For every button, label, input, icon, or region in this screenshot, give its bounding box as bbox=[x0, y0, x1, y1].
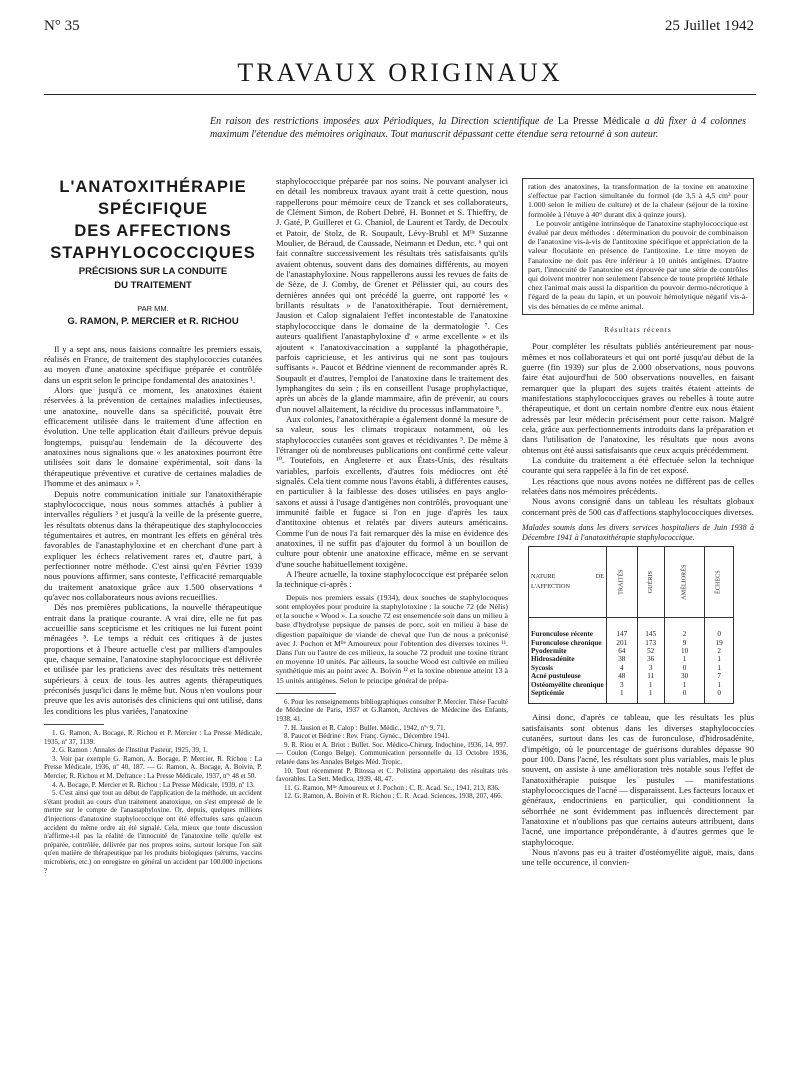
body-paragraph: staphylococcique préparée par nos soins. Ne pouvant analyser ici en détail les nombreux travaux ayant trait à cette question, nous rappellerons pour mémoire ceux de Tzanck et ses collaborateurs, de Clément Simon, de Robert Debré, H. Bonnet et S. Thieffry, de J. Gaté, P. Guilleret et G. Chaniol, de Laurent et Tardy, de Decoulx et Patoir, de Stolz, de R. Soupault, Lévy-Bruhl et Mˡˡᵉ Suzanne Moulier, de Béraud, de Caussade, Neimann et Dedun, etc. ⁶ qui ont fait connaître successivement les résultats très satisfaisants qu'ils avaient obtenus, souvent dans des domaines différents, au moyen de l'anastaphyloxine. Nous rappellerons aussi les revues de faits de de Sèze, de J. Comby, de Grenet et Pélissier qui, au cours des dernières années qui ont précédé la guerre, ont rapporté les « brillants résultats » de l'anatoxithérapie. Tout dernièrement, Jausion et Calop signalaient l'effet incontestable de l'anatoxine staphylococcique dans le domaine de la dermatologie ⁷. Ces auteurs qualifient l'anastaphyloxine d' « arme excellente » et ils ajoutent « l'anatoxivaccination a supplanté la phagothérapie, parfois capricieuse, et les antivirus qui ne sont pas toujours suffisants ». Paucot et Bédrine viennent de recommander après R. Soupault et d'autres, l'emploi de l'anatoxine dans le traitement des lymphangites du sein ; ils en conseillent l'usage prophylactique, après un abcès de la glande mammaire, afin de prévenir, au cours d'un nouvel allaitement, la récidive du processus inflammatoire ⁸. bbox=[276, 176, 508, 414]
body-paragraph: Alors que jusqu'à ce moment, les anatoxines étaient réservées à la prévention de certaines maladies infectieuses, une anatoxine, nouvelle dans sa spécificité, pouvait être efficacement utilisée dans le traitement d'une affection en évolution. Une telle application était d'ailleurs prévue depuis longtemps, puisqu'au lendemain de la découverte des anatoxines nous signalions que « les anatoxines pourront être utilisées soit dans le domaine expérimental, soit dans la thérapeutique préventive et curative de certaines maladies de l'homme et des animaux » ². bbox=[44, 385, 262, 489]
footnote-rule bbox=[276, 693, 336, 694]
footnote: 7. H. Jausion et R. Calop : Bullet. Médic., 1942, nºˢ 9, 71. bbox=[284, 723, 446, 732]
footnote: 12. G. Ramon, A. Boivin et R. Richou : C. R. Acad. Sciences, 1938, 207, 466. bbox=[284, 792, 503, 801]
table-row: Hidrosadénite 38 36 1 1 bbox=[529, 655, 734, 663]
body-paragraph: Les réactions que nous avons notées ne diffèrent pas de celles relatées dans nos mémoires précédents. bbox=[522, 475, 754, 496]
table-row: Ostéomyélite chronique 3 1 1 1 bbox=[529, 681, 734, 689]
notice-journal-name: La Presse Médicale bbox=[557, 116, 641, 127]
article-title-line: L'ANATOXITHÉRAPIE bbox=[59, 178, 247, 196]
table-row: Furonculose récente 147 145 2 0 bbox=[529, 630, 734, 638]
boxed-technique bbox=[522, 178, 754, 315]
footnotes bbox=[276, 698, 508, 801]
body-paragraph: Ainsi donc, d'après ce tableau, que les résultats les plus satisfaisants sont obtenus dans les diverses staphylococcies cutanées, surtout dans les cas de furonculose, d'hidrosadénite, d'impétigo, où le pourcentage de guérisons durables dépasse 90 pour 100. Dans l'acné, les résultats sont plus variables, mais le plus souvent, on assiste à une amélioration très notable sous l'effet de l'anatoxithérapie puisque les pustules — manifestations staphylococciques de l'acné — disparaissent. Les facteurs locaux et généraux, endocriniens en particulier, qui conditionnent la séborrhée ne sont évidemment pas influencés directement par l'anatoxine et n'oublions pas que certains auteurs attribuent, dans l'acné, une importance prépondérante, à d'autres germes que le staphylocoque. bbox=[522, 712, 754, 847]
footnote: 5. C'est ainsi que tout au début de l'application de la méthode, un accident s'étant produit au cours d'un traitement anatoxique, on s'est empressé de le mettre sur le compte de l'anastaphyloxine. Or, depuis, quelques millions d'injections d'anatoxine staphylococcique ont été effectuées sans qu'aucun accident du même ordre ait été signalé. Cela, mieux que toute discussion n'affirme-t-il pas la réalité de l'innocuité de l'anatoxine telle qu'elle est préparée, contrôlée, délivrée par nos propres soins, surtout lorsque l'on sait qu'en matière de thérapeutique par les produits biologiques (sérums, vaccins microbiens, etc.) on enregistre en général un accident par 100.000 injections ? bbox=[44, 789, 262, 875]
article-authors: G. RAMON, P. MERCIER et R. RICHOU bbox=[67, 316, 239, 328]
issue-number: N° 35 bbox=[44, 18, 80, 34]
small-paragraph: Depuis nos premiers essais (1934), deux souches de staphylocoques sont employées pour produire la staphylotoxine : la souche 72 (de Nélis) et la souche « Wood ». La souche 72 est ensemencée soit dans un milieu à base d'hydrolyse pepsique de panses de porc, soit en milieu à base de digestion papaïnique de viande de cheval que l'un de nous a préconisé avec J. Pochon et Mˡˡᵉ Amoureux pour l'obtention des diverses toxines ¹¹. Dans l'un ou l'autre de ces milieux, la souche 72 produit une toxine titrant en moyenne 10 unités. Par ailleurs, la souche Wood est cultivée en milieu synthétique mis au point avec A. Boivin ¹² et la toxine obtenue atteint 13 à 15 unités antigènes. Selon le principe général de prépa- bbox=[276, 592, 508, 685]
table-header-row bbox=[529, 547, 734, 618]
body-paragraph: Dès nos premières publications, la nouvelle thérapeutique entrait dans la pratique courante. A vrai dire, elle ne fut pas accueillie sans scepticisme et les critiques ne lui furent point ménagées ⁵. Le temps a réduit ces critiques à de justes proportions et à l'heure actuelle c'est par milliers d'ampoules que, chaque semaine, l'anatoxine staphylococcique est délivrée et utilisée par les praticiens avec des résultats très nettement supérieurs à ceux de tous les autres agents thérapeutiques préconisés jusqu'ici dans le même but. Nous n'en voulons pour preuve que les avis autorisés des cliniciens qui ont utilisé, dans les conditions les plus variées, l'anatoxine bbox=[44, 602, 262, 716]
article-subtitle-line: PRÉCISIONS SUR LA CONDUITE bbox=[78, 266, 228, 277]
small-paragraph: ration des anatoxines, la transformation de la toxine en anatoxine s'effectue par l'action simultanée du formol (de 3,5 à 4,5 cm³ pour 1.000 selon le milieu de culture) et de la chaleur (séjour de la toxine formolée à l'étuve à 40° durant dix à quinze jours). bbox=[528, 182, 748, 219]
table-header: AMÉLIORÉS bbox=[664, 547, 704, 618]
by-line-prefix: PAR MM. bbox=[137, 304, 169, 313]
table-row: Acné pustuleuse 48 11 30 7 bbox=[529, 672, 734, 680]
technique-text bbox=[276, 593, 508, 685]
table-spacer bbox=[529, 618, 734, 631]
body-paragraph: Aux colonies, l'anatoxithérapie a également donné la mesure de sa valeur, sous les climats tropicaux notamment, où les staphylococcies cutanées sont graves et récidivantes ⁹. De même à l'étranger où de nombreuses publications ont confirmé cette valeur ¹⁰. Toutefois, en Angleterre et aux États-Unis, des résultats variables, parfois excellents, d'autres fois médiocres ont été signalés. Cela tient comme nous l'avons établi, à différentes causes, en particulier à la faiblesse des doses utilisées en pays anglo-saxons et aussi à l'usage d'antigènes non contrôlés, provoquant une immunité faible et fugace si l'on en juge d'après les taux d'antitoxine obtenus et relatés par divers auteurs américains. Comme l'un de nous l'a fait remarquer dès la mise en évidence des anatoxines, il ne suffit pas d'ajouter du formol à un bouillon de culture pour obtenir une anatoxine efficace, même en se servant d'une souche habituellement toxigène. bbox=[276, 413, 508, 569]
body-paragraph: La conduite du traitement a été effectuée selon la technique courante qui sera rappelée à la fin de cet exposé. bbox=[522, 454, 754, 476]
table-header: TRAITÉS bbox=[607, 547, 637, 618]
footnote: 6. Pour les renseignements bibliographiques consulter P. Mercier. Thèse Faculté de Médecine de Paris, 1937 et G.Ramon, Archives de Médecine des Enfants, 1938, 41. bbox=[276, 697, 508, 723]
notice-part-a: En raison des restrictions imposées aux Périodiques, la Direction scientifique de bbox=[210, 116, 558, 127]
column-3 bbox=[522, 176, 754, 868]
column-2 bbox=[276, 176, 508, 801]
table-row: Septicémie 1 1 0 0 bbox=[529, 689, 734, 704]
header-rule bbox=[44, 94, 756, 95]
article-title-line: SPÉCIFIQUE bbox=[98, 200, 208, 218]
footnote: 11. G. Ramon, Mˡˡᵉ Amoureux et J. Pochon : C. R. Acad. Sc., 1941, 213, 836. bbox=[284, 783, 500, 792]
footnote: 10. Tout récemment P. Ritossa et C. Polistina apportaient des résultats très favorables. La Sett. Medica, 1939, 48, 47. bbox=[276, 766, 508, 784]
body-paragraph: Pour compléter les résultats publiés antérieurement par nous-mêmes et nos collaborateurs et qui ont porté jusqu'au début de la guerre (fin 1939) sur plus de 2.000 observations, nous pouvons faire état aujourd'hui de 500 observations nouvelles, en faisant remarquer que la plupart des sujets traités étaient atteints de manifestations staphylococciques graves ou rebelles à toute autre thérapeutique, et dont un certain nombre d'entre eux nous étaient adressés par leur médecin précisément pour cette raison. Malgré cela, grâce aux perfectionnements introduits dans la préparation et dans l'utilisation de l'anatoxine, les résultats que nous avons obtenus ont été aussi satisfaisants que ceux acquis précédemment. bbox=[522, 341, 754, 455]
table-row: Furonculose chronique 201 173 9 19 bbox=[529, 639, 734, 647]
footnote: 2. G. Ramon : Annales de l'Institut Pasteur, 1925, 39, 1. bbox=[52, 746, 208, 755]
table-caption: Malades soumis dans les divers services hospitaliers de Juin 1938 à Décembre 1941 à l'anatoxithérapie staphylococcique. bbox=[522, 523, 754, 542]
footnote: 8. Paucot et Bédrine : Rev. Franç. Gynéc., Décembre 1941. bbox=[284, 732, 450, 741]
article-title-line: STAPHYLOCOCCIQUES bbox=[50, 244, 256, 262]
article-subtitle-line: DU TRAITEMENT bbox=[114, 280, 192, 291]
small-paragraph: Le pouvoir antigène intrinsèque de l'anatoxine staphylococcique est évalué par deux méthodes : détermination du pouvoir de combinaison de l'anatoxine vis-à-vis de l'antitoxine spécifique et appréciation de la valeur floculante en présence de l'antitoxine. Le titre moyen de l'anatoxine ne doit pas être inférieur à 10 unités antigènes. D'autre part, l'innocuité de l'anatoxine est éprouvée par une série de contrôles qui doivent montrer non seulement l'absence de toute propriété léthale chez l'animal mais aussi la disparition du pouvoir dermo-nécrotique à l'égard de la peau du lapin, et un pouvoir hémolytique négatif vis-à-vis des hématies de ce même animal. bbox=[528, 218, 748, 311]
results-table bbox=[528, 546, 734, 704]
notice-part-c: a dû fixer à 4 colonnes maximum l'étendue des mémoires originaux. Tout manuscrit dépassant cette étendue sera retourné à son auteur. bbox=[210, 116, 746, 140]
article-title-line: DES AFFECTIONS bbox=[74, 222, 232, 240]
footnotes bbox=[44, 729, 262, 875]
body-paragraph: Depuis notre communication initiale sur l'anatoxithérapie staphylococcique, nous nous sommes attachés à publier à intervalles réguliers ³ et jusqu'à la veille de la présente guerre, les résultats obtenus dans la thérapeutique des staphylococcies tégumentaires et autres, en montrant les effets en général très favorables de l'anastaphyloxine et en cherchant d'une part à expliquer les échecs relativement rares et, d'autre part, à perfectionner notre méthode. C'est ainsi qu'en Février 1939 nous pouvions affirmer, sans conteste, l'efficacité remarquable du traitement anatoxique grâce aux 1.500 observations ⁴ qu'avec nos collaborateurs nous avions recueillies. bbox=[44, 488, 262, 602]
footnote: 4. A. Bocage, P. Mercier et R. Richou : La Presse Médicale, 1939, nº 13. bbox=[52, 780, 255, 789]
table-header: GUÉRIS bbox=[637, 547, 664, 618]
issue-date: 25 Juillet 1942 bbox=[664, 18, 754, 34]
table-header: NATURE DE L'AFFECTION bbox=[529, 547, 607, 618]
table-row: Pyodermite 64 52 10 2 bbox=[529, 647, 734, 655]
footnote: 9. R. Riou et A. Briot : Bullet. Soc. Médico-Chirurg. Indochine, 1936, 14, 997. — Coulon (Congo Belge). Communication personnelle du 13 Octobre 1936, relatée dans les Annales Belges Méd. Tropic. bbox=[276, 740, 508, 766]
results-heading: Résultats récents bbox=[604, 324, 672, 334]
table-row: Sycosis 4 3 0 1 bbox=[529, 664, 734, 672]
footnote: 3. Voir par exemple G. Ramon, A. Bocage, P. Mercier, R. Richou : La Presse Médicale, 1936, nº 40, 187. — G. Ramon, A. Bocage, A. Boivin, P. Mercier, R. Richou et M. Defrance : La Presse Médicale, 1937, nºˢ 48 et 50. bbox=[44, 754, 262, 781]
body-paragraph: Nous n'avons pas eu à traiter d'ostéomyélite aiguë, mais, dans une telle occurence, il convien- bbox=[522, 846, 754, 868]
section-title: TRAVAUX ORIGINAUX bbox=[237, 58, 563, 87]
body-paragraph: A l'heure actuelle, la toxine staphylococcique est préparée selon la technique ci-après : bbox=[276, 569, 508, 590]
footnote-rule bbox=[44, 724, 104, 725]
body-paragraph: Nous avons consigné dans un tableau les résultats globaux concernant près de 500 cas d'affections staphylococciques diverses. bbox=[522, 496, 754, 517]
table-header: ÉCHECS bbox=[705, 547, 734, 618]
body-paragraph: Il y a sept ans, nous faisions connaître les premiers essais, réalisés en France, de traitement des staphylococcies cutanées au moyen d'une anatoxine spécifique préparée et contrôlée dans un esprit selon le principe fondamental des anatoxines ¹. bbox=[44, 343, 262, 385]
editorial-notice bbox=[210, 116, 746, 141]
footnote: 1. G. Ramon, A. Bocage, R. Richou et P. Mercier : La Presse Médicale, 1935, nº 37, 1139. bbox=[44, 729, 262, 746]
column-1 bbox=[44, 176, 262, 875]
article-title-block bbox=[44, 176, 262, 328]
